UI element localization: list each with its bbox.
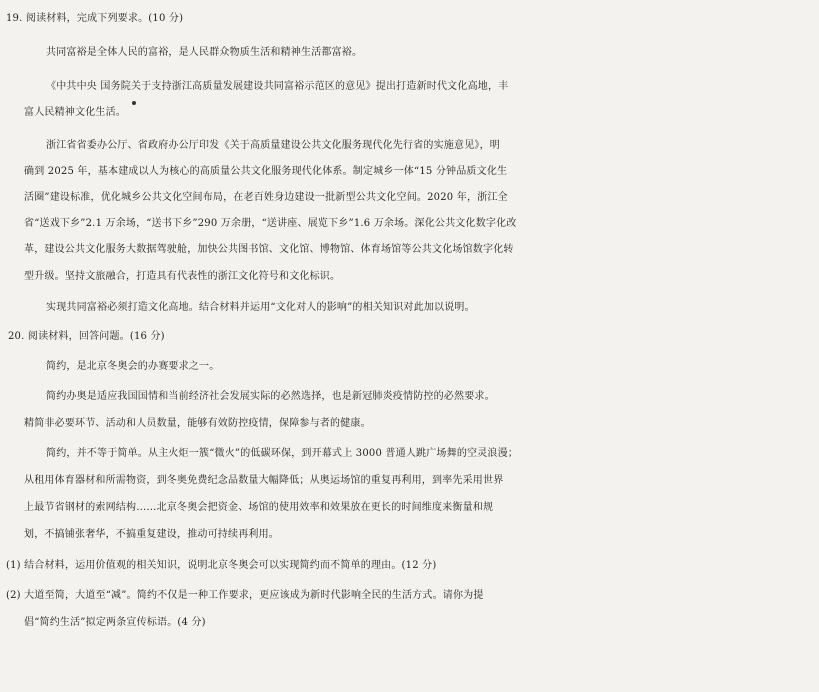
ink-dot [132, 101, 136, 105]
q19-paragraph-2-line-2-text: 富人民精神文化生活。 [24, 107, 126, 118]
q20-subquestion-2-line-1: (2) 大道至简，大道至“减”。简约不仅是一种工作要求，更应该成为新时代影响全民的生活方式。请你为提 [6, 590, 484, 601]
q19-paragraph-3-line-3: 活圈”建设标准，优化城乡公共文化空间布局，在老百姓身边建设一批新型公共文化空间。2020 年，浙江全 [24, 192, 508, 203]
q19-paragraph-1: 共同富裕是全体人民的富裕，是人民群众物质生活和精神生活都富裕。 [46, 47, 363, 58]
question-20-title: 20. 阅读材料，回答问题。(16 分) [8, 331, 165, 342]
q19-paragraph-3-line-2: 确到 2025 年，基本建成以人为核心的高质量公共文化服务现代化体系。制定城乡一体“15 分钟品质文化生 [24, 166, 508, 177]
q20-paragraph-3-line-1: 简约，并不等于简单。从主火炬一簇“微火”的低碳环保，到开幕式上 3000 普通人跳广场舞的空灵浪漫； [46, 448, 519, 459]
q20-paragraph-3-line-2: 从租用体育器材和所需物资，到冬奥免费纪念品数量大幅降低；从奥运场馆的重复再利用，到率先采用世界 [24, 475, 504, 486]
q19-paragraph-3-line-1: 浙江省省委办公厅、省政府办公厅印发《关于高质量建设公共文化服务现代化先行省的实施意见》，明 [46, 140, 500, 151]
q20-subquestion-1: (1) 结合材料，运用价值观的相关知识，说明北京冬奥会可以实现简约而不简单的理由。(12 分) [6, 560, 437, 571]
q20-paragraph-2-line-2: 精简非必要环节、活动和人员数量，能够有效防控疫情，保障参与者的健康。 [24, 418, 371, 429]
q19-paragraph-2-line-2 [24, 101, 819, 124]
q19-paragraph-2-line-1: 《中共中央 国务院关于支持浙江高质量发展建设共同富裕示范区的意见》提出打造新时代文化高地，丰 [46, 81, 509, 92]
q19-paragraph-3-line-6: 型升级。坚持文旅融合，打造具有代表性的浙江文化符号和文化标识。 [24, 271, 341, 282]
q20-paragraph-3-line-3: 上最节省钢材的索网结构……北京冬奥会把资金、场馆的使用效率和效果放在更长的时间维度来衡量和规 [24, 502, 494, 513]
q19-paragraph-3-line-4: 省“送戏下乡”2.1 万余场，“送书下乡”290 万余册，“送讲座、展览下乡”1.6 万余场。深化公共文化数字化改 [24, 218, 517, 229]
q20-paragraph-1: 简约，是北京冬奥会的办赛要求之一。 [46, 361, 220, 372]
question-19-title: 19. 阅读材料，完成下列要求。(10 分) [6, 13, 184, 24]
q20-paragraph-2-line-1: 简约办奥是适应我国国情和当前经济社会发展实际的必然选择，也是新冠肺炎疫情防控的必然要求。 [46, 391, 495, 402]
q20-subquestion-2-line-2: 倡“简约生活”拟定两条宣传标语。(4 分) [24, 617, 206, 628]
q19-paragraph-3-line-5: 革，建设公共文化服务大数据驾驶舱，加快公共图书馆、文化馆、博物馆、体育场馆等公共文化场馆数字化转 [24, 244, 514, 255]
q19-task: 实现共同富裕必须打造文化高地。结合材料并运用“文化对人的影响”的相关知识对此加以说明。 [46, 302, 475, 313]
q20-paragraph-3-line-4: 划，不搞铺张奢华，不搞重复建设，推动可持续再利用。 [24, 529, 279, 540]
